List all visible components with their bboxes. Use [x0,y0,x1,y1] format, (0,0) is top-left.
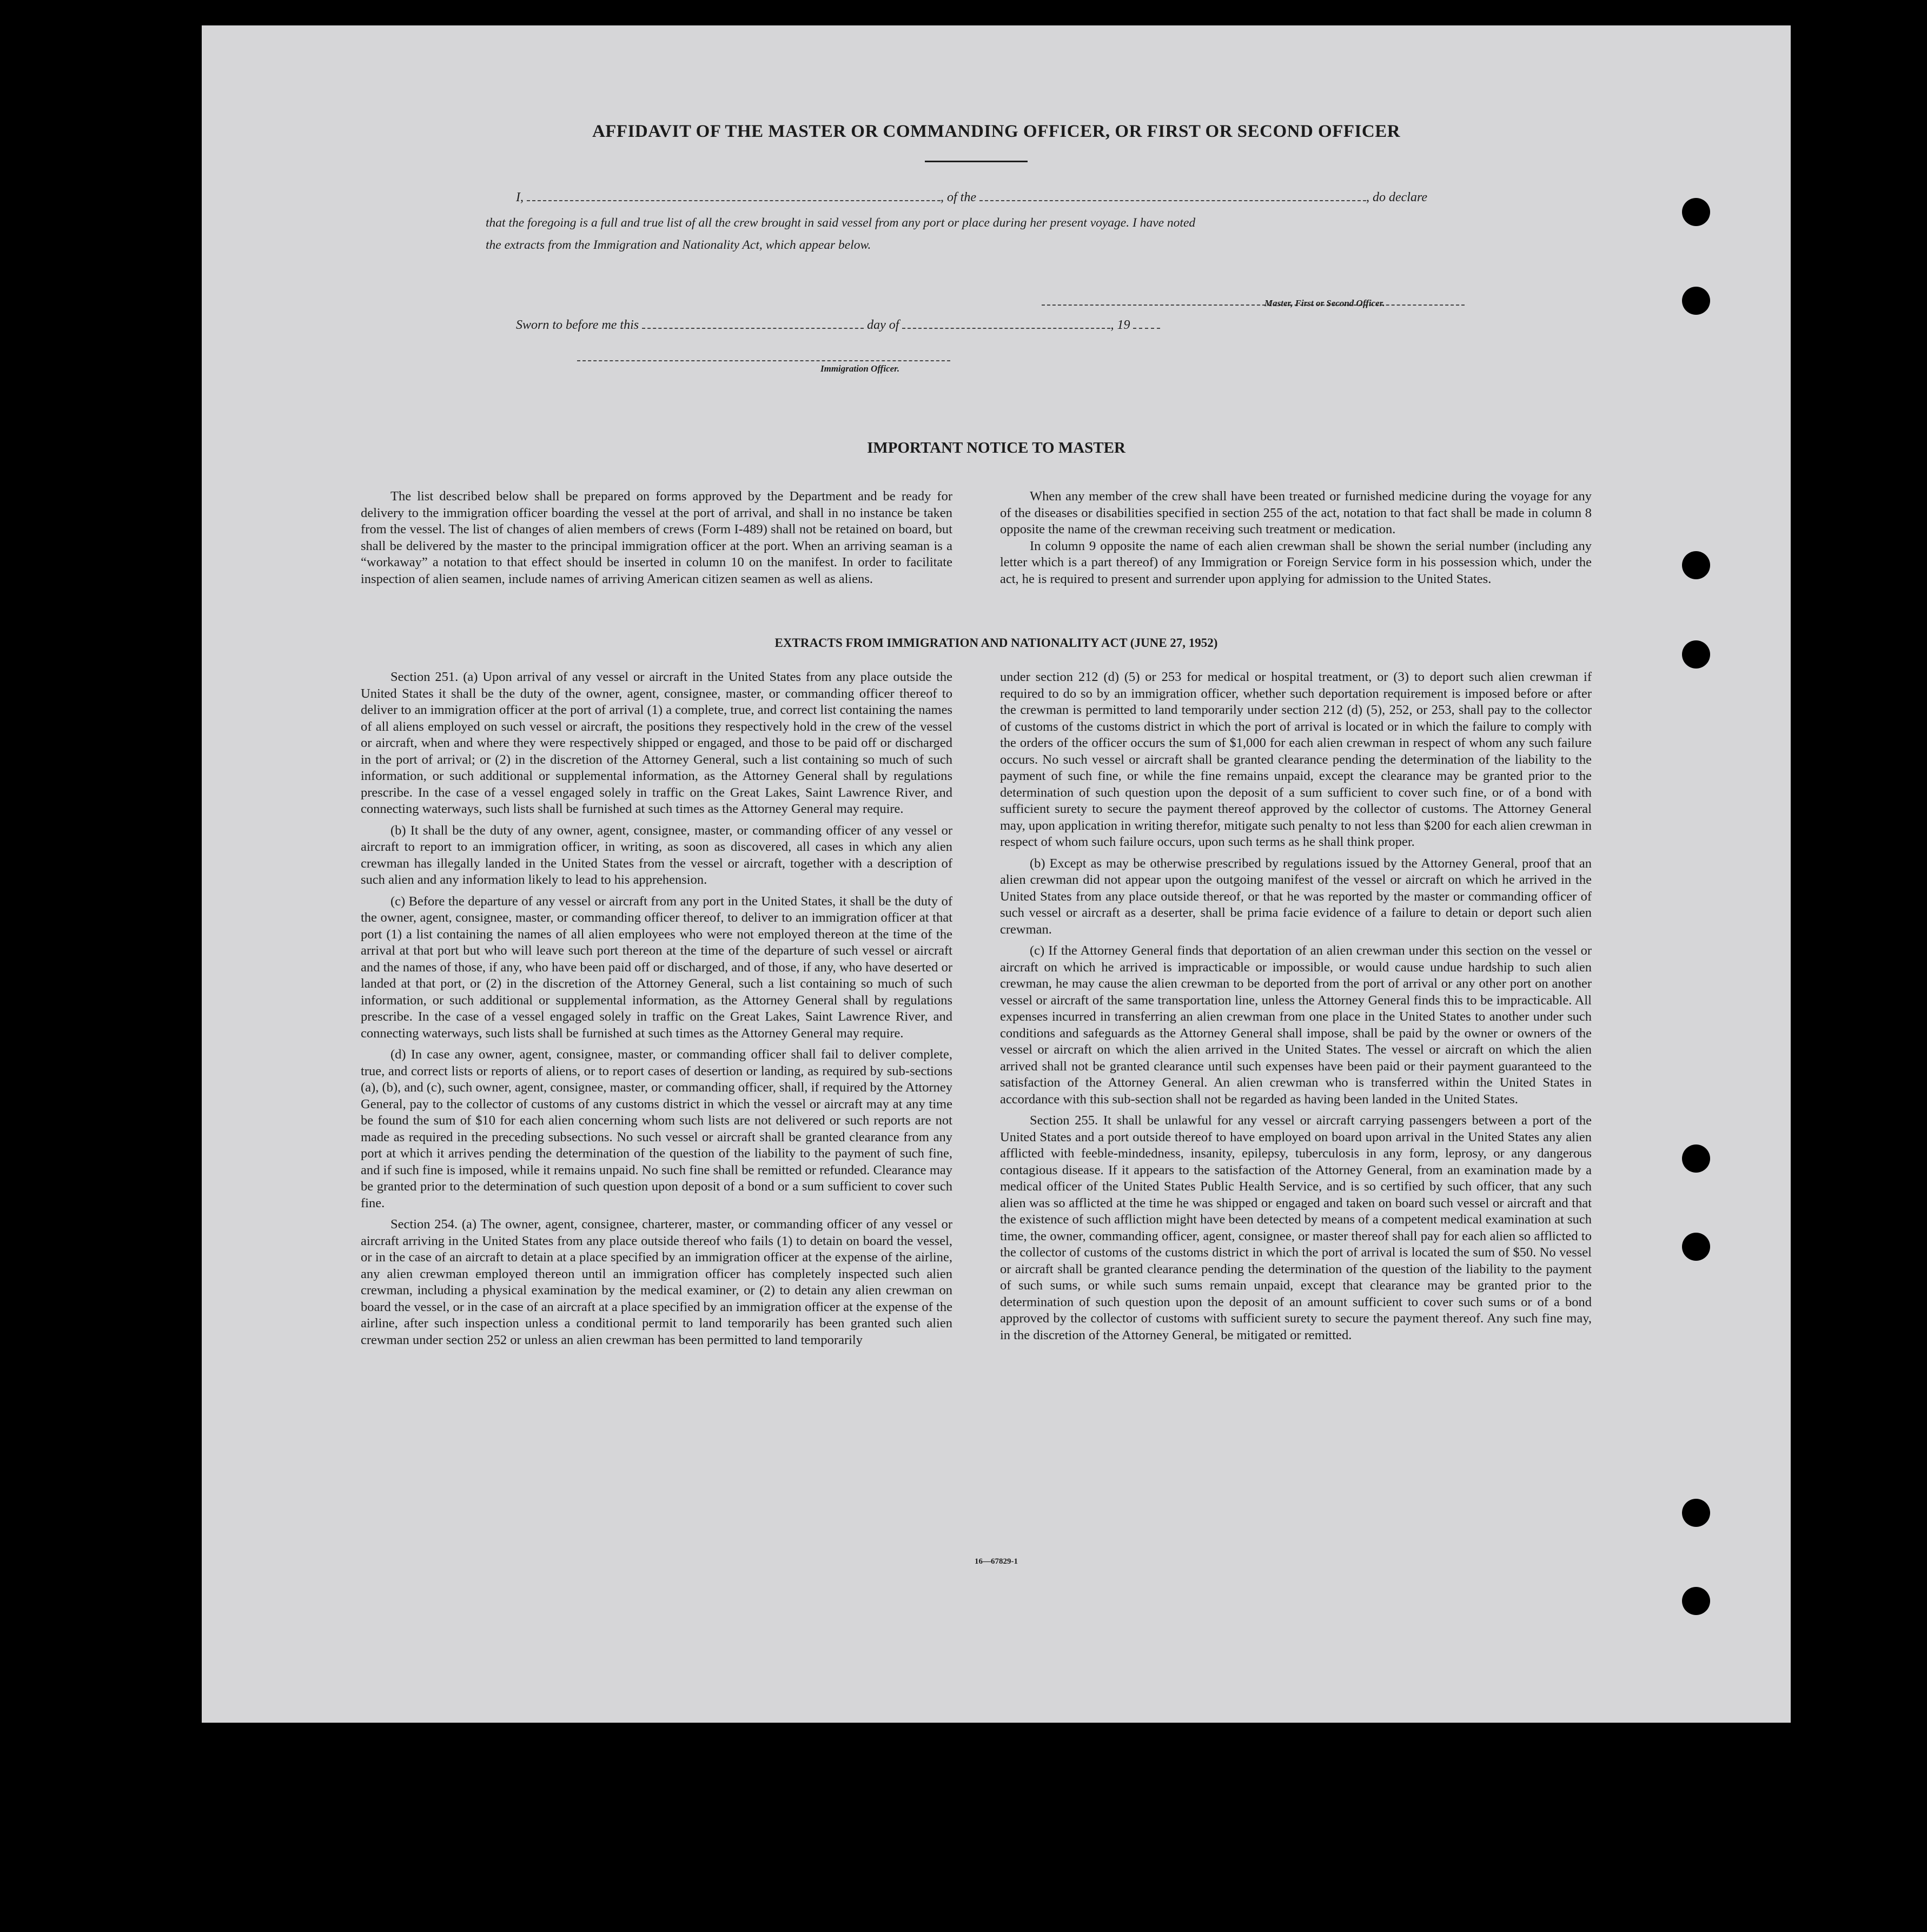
sworn-day-field[interactable] [642,318,864,329]
day-of-text: day of [867,318,899,332]
statute-paragraph: Section 251. (a) Upon arrival of any vessel or aircraft in the United States from any place outside the United States it shall be the duty of the owner, agent, consignee, master, or commanding officer thereof to deliver to an immigration officer at the port of arrival (1) a complete, true, and correct list containing the names of all aliens employed on such vessel or aircraft, the positions they respectively hold in the crew of the vessel or aircraft, when and where they were respectively shipped or engaged, and those to be paid off or discharged in the port of arrival; or (2) in the discretion of the Attorney General, such a list containing so much of such information, or such additional or supplemental information, as the Attorney General shall by regulations prescribe. In the case of a vessel engaged solely in traffic on the Great Lakes, Saint Lawrence River, and connecting waterways, such lists shall be furnished at such times as the Attorney General may require. [361,670,952,816]
master-signature-field[interactable] [1042,295,1465,306]
notice-title: IMPORTANT NOTICE TO MASTER [867,439,1125,456]
statute-paragraph: (c) Before the departure of any vessel or aircraft from any port in the United States, it shall be the duty of the owner, agent, consignee, master, or commanding officer thereof, to deliver to an immigration officer at that port (1) a list containing the names of all alien employees who were not employed thereon at the time of the arrival at that port but who will leave such port thereon at the time of the departure of such vessel or aircraft and the names of those, if any, who have been paid off or discharged, and of those, if any, who have deserted or landed at that port, or (2) in the discretion of the Attorney General, such a list containing so much of such information, or such additional or supplemental information, as the Attorney General shall by regulations prescribe. In the case of a vessel engaged solely in traffic on the Great Lakes, Saint Lawrence River, and connecting waterways, such lists shall be furnished at such times as the Attorney General may require. [361,894,952,1041]
statute-paragraph: Section 255. It shall be unlawful for any vessel or aircraft carrying passengers between a port of the United States and a port outside thereof to have employed on board upon arrival in the United States any alien afflicted with feeble-mindedness, insanity, epilepsy, tuberculosis in any form, leprosy, or any dangerous contagious disease. If it appears to the satisfaction of the Attorney General, from an examination made by a medical officer of the United States Public Health Service, and is so certified by such officer, that any such alien was so afflicted at the time he was shipped or engaged and taken on board such vessel or aircraft and that the existence of such affliction might have been detected by means of a competent medical examination at such time, the owner, commanding officer, agent, consignee, or master thereof shall pay for each alien so afflicted to the collector of customs of the customs district in which the port of arrival is located the sum of $50. No vessel or aircraft shall be granted clearance pending the determination of the question of the liability to the payment of such sums, or while such sums remain unpaid, except that clearance may be granted prior to the determination of such question upon the deposit of an amount sufficient to cover such sums or of a bond approved by the collector of customs with sufficient surety to secure the payment thereof. Any such fine may, in the discretion of the Attorney General, be mitigated or remitted. [1000,1113,1592,1342]
sworn-text: Sworn to before me this [516,318,639,332]
affidavit-line-2: that the foregoing is a full and true list of all the crew brought in said vessel from any port or place during her present voyage. I have noted [486,216,1196,230]
punch-hole [1682,287,1710,315]
document-page [202,25,1791,1723]
extracts-left-column [361,669,952,1353]
notice-paragraph: The list described below shall be prepared on forms approved by the Department and be ready for delivery to the immigration officer boarding the vessel at the port of arrival, and shall in no instance be taken from the vessel. The list of changes of alien members of crews (Form I-489) shall not be retained on board, but shall be delivered by the master to the principal immigration officer at the port. When an arriving seaman is a “workaway” a notation to that effect should be inserted in column 10 on the manifest. In order to facilitate inspection of alien seamen, include names of arriving American citizen seamen as well as aliens. [361,489,952,586]
punch-hole [1682,551,1710,579]
sworn-month-field[interactable] [902,318,1110,329]
form-number: 16—67829-1 [975,1557,1018,1566]
notice-paragraph: In column 9 opposite the name of each alien crewman shall be shown the serial number (including any letter which is a part thereof) of any Immigration or Foreign Service form in his possession which, under the act, he is required to present and surrender upon applying for admission to the United States. [1000,538,1592,586]
punch-hole [1682,198,1710,226]
notice-left-column [361,488,952,592]
do-declare-text: , do declare [1366,190,1428,204]
punch-hole [1682,1233,1710,1261]
declarant-name-field[interactable] [527,190,941,201]
officer-signature-label: Immigration Officer. [820,363,900,374]
title-underline [925,161,1028,162]
statute-paragraph: Section 254. (a) The owner, agent, consignee, charterer, master, or commanding officer of any vessel or aircraft arriving in the United States from any place outside thereof who fails (1) to detain on board the vessel, or in the case of an aircraft to detain at a place specified by an immigration officer at the expense of the airline, any alien crewman employed thereon until an immigration officer has completely inspected such alien crewman, including a physical examination by the medical examiner, or (2) to detain any alien crewman on board the vessel, or in the case of an aircraft at a place specified by an immigration officer at the expense of the airline, after such inspection unless a conditional permit to land temporarily has been granted such alien crewman under section 252 or unless an alien crewman has been permitted to land temporarily [361,1217,952,1347]
extracts-right-column [1000,669,1592,1348]
sworn-year-field[interactable] [1133,318,1160,329]
affidavit-line-1 [516,190,1427,205]
notice-right-column [1000,488,1592,592]
punch-hole [1682,640,1710,669]
vessel-name-field[interactable] [979,190,1366,201]
of-the-text: , of the [941,190,976,204]
master-signature-label: Master, First or Second Officer. [1264,298,1385,308]
statute-paragraph: (b) It shall be the duty of any owner, agent, consignee, master, or commanding officer of any vessel or aircraft to report to an immigration officer, in writing, as soon as discovered, all cases in which any alien crewman has illegally landed in the United States from the vessel or aircraft, together with a description of such alien and any information likely to lead to his apprehension. [361,823,952,887]
statute-paragraph: (c) If the Attorney General finds that deportation of an alien crewman under this section on the vessel or aircraft on which he arrived is impracticable or impossible, or would cause undue hardship to such alien crewman, he may cause the alien crewman to be deported from the port of arrival or any other port on another vessel or aircraft of the same transportation line, unless the Attorney General finds this to be impracticable. All expenses incurred in transferring an alien crewman from one place in the United States to another under such conditions and safeguards as the Attorney General shall impose, shall be paid by the owner or owners of the vessel or aircraft on which the alien arrived in the United States. The vessel or aircraft on which the alien arrived shall not be granted clearance until such expenses have been paid or their payment guaranteed to the satisfaction of the Attorney General. An alien crewman who is transferred within the United States in accordance with this sub-section shall not be regarded as having been landed in the United States. [1000,943,1592,1107]
extracts-title: EXTRACTS FROM IMMIGRATION AND NATIONALITY ACT (JUNE 27, 1952) [774,636,1218,650]
statute-paragraph: (d) In case any owner, agent, consignee, master, or commanding officer shall fail to deliver complete, true, and correct lists or reports of aliens, or to report cases of desertion or landing, as required by sub-sections (a), (b), and (c), such owner, agent, consignee, master, or commanding officer, shall, if required by the Attorney General, pay to the collector of customs of any customs district in which the vessel or aircraft may at any time be found the sum of $10 for each alien concerning whom such lists are not delivered or such reports are not made as required in the preceding subsections. No such vessel or aircraft shall be granted clearance from any port at which it arrives pending the determination of the question of the liability to the payment of such fine, and if such fine is imposed, while it remains unpaid. No such fine shall be remitted or refunded. Clearance may be granted prior to the determination of such question upon deposit of a bond or a sum sufficient to cover such fine. [361,1047,952,1210]
year-prefix: , 19 [1110,318,1130,332]
notice-paragraph: When any member of the crew shall have been treated or furnished medicine during the voyage for any of the diseases or disabilities specified in section 255 of the act, notation to that fact shall be made in column 8 opposite the name of the crewman receiving such treatment or medication. [1000,489,1592,537]
punch-hole [1682,1499,1710,1527]
punch-hole [1682,1587,1710,1615]
sworn-line [516,318,1160,333]
declarant-prefix: I, [516,190,524,204]
punch-hole [1682,1144,1710,1173]
statute-paragraph: under section 212 (d) (5) or 253 for medical or hospital treatment, or (3) to deport such alien crewman if required to do so by an immigration officer, whether such deportation requirement is imposed before or after the crewman is permitted to land temporarily under section 212 (d) (5), 252, or 253, shall pay to the collector of customs of the customs district in which the port of arrival is located or in which the failure to comply with the orders of the officer occurs the sum of $1,000 for each alien crewman in respect of whom any such failure occurs. No such vessel or aircraft shall be granted clearance pending the determination of the liability to the payment of such fine, or while the fine remains unpaid, except the clearance may be granted prior to the determination of such question upon the deposit of a sum sufficient to cover such fine, or of a bond with sufficient surety to secure the payment thereof approved by the collector of customs. The Attorney General may, upon application in writing therefor, mitigate such penalty to not less than $200 for each alien crewman in respect of whom such failure occurs, upon such terms as he shall think proper. [1000,670,1592,849]
statute-paragraph: (b) Except as may be otherwise prescribed by regulations issued by the Attorney General, proof that an alien crewman did not appear upon the outgoing manifest of the vessel or aircraft on which he arrived in the United States from any place outside thereof, or that he was reported by the master or commanding officer of such vessel or aircraft as a deserter, shall be prima facie evidence of a failure to detain or deport such alien crewman. [1000,856,1592,937]
officer-signature-field[interactable] [577,350,950,361]
affidavit-line-3: the extracts from the Immigration and Nationality Act, which appear below. [486,238,871,252]
affidavit-title: AFFIDAVIT OF THE MASTER OR COMMANDING OFFICER, OR FIRST OR SECOND OFFICER [592,122,1401,141]
